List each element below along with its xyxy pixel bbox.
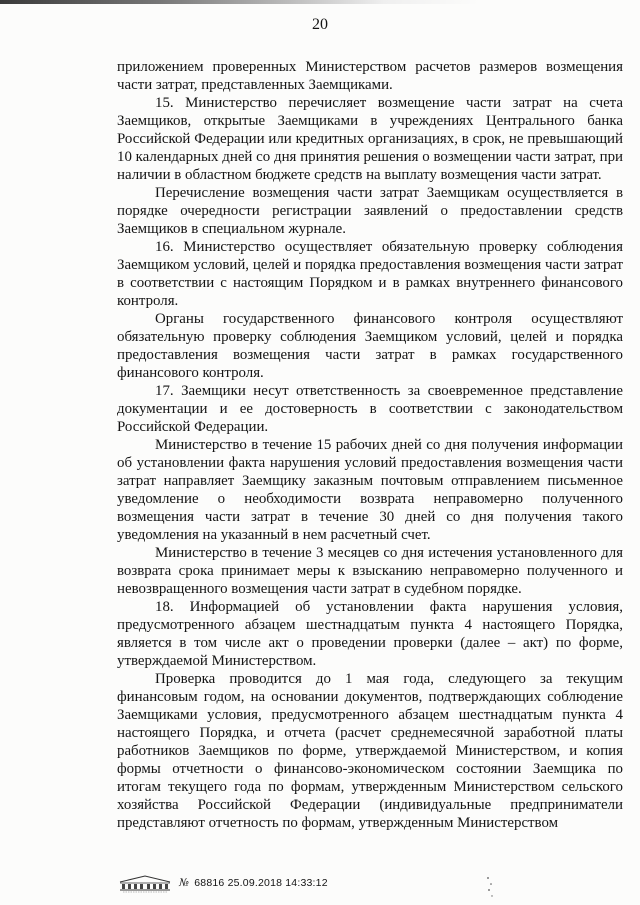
paragraph: 17. Заемщики несут ответственность за своевременное представление документации и ее достоверность в соответствии с законодательством Российской Федерации.: [117, 383, 623, 435]
document-registration-stamp: [179, 877, 328, 889]
number-sign: №: [179, 877, 190, 889]
paragraph: Министерство в течение 15 рабочих дней со дня получения информации об установлении факта нарушения условий предоставления возмещения части затрат направляет Заемщику заказным почтовым отправлением письменное уведомление о необходимости возврата неправомерно полученного возмещения части затрат в течение 30 дней со дня получения такого уведомления на указанный в нем расчетный счет.: [117, 437, 623, 543]
paragraph: Перечисление возмещения части затрат Заемщикам осуществляется в порядке очередности регистрации заявлений о предоставлении средств Заемщиков в специальном журнале.: [117, 185, 623, 237]
paragraph: 16. Министерство осуществляет обязательную проверку соблюдения Заемщиком условий, целей и порядка предоставления возмещения части затрат в соответствии с настоящим Порядком и в рамках внутреннего финансового контроля.: [117, 239, 623, 309]
document-body: [117, 58, 623, 832]
registry-logo-icon: [117, 873, 173, 893]
paragraph: 15. Министерство перечисляет возмещение части затрат на счета Заемщиков, открытые Заемщиками в учреждениях Центрального банка Российской Федерации или кредитных организациях, в срок, не превышающий 10 календарных дней со дня принятия решения о возмещении части затрат, при наличии в областном бюджете средств на выплату возмещения части затрат.: [117, 95, 623, 183]
scan-edge-shadow: [0, 0, 640, 4]
paragraph: Министерство в течение 3 месяцев со дня истечения установленного для возврата срока принимает меры к взысканию неправомерно полученного и невозвращенного возмещения части затрат в судебном порядке.: [117, 545, 623, 597]
paragraph: Органы государственного финансового контроля осуществляют обязательную проверку соблюдения Заемщиком условий, целей и порядка предоставления возмещения части затрат в рамках государственного финансового контроля.: [117, 311, 623, 381]
paragraph: 18. Информацией об установлении факта нарушения условия, предусмотренного абзацем шестнадцатым пункта 4 настоящего Порядка, является в том числе акт о проведении проверки (далее – акт) по форме, утверждаемой Министерством.: [117, 599, 623, 669]
document-footer: [117, 872, 328, 894]
document-number: 68816: [194, 877, 225, 889]
document-timestamp: 25.09.2018 14:33:12: [227, 877, 328, 889]
paragraph: Проверка проводится до 1 мая года, следующего за текущим финансовым годом, на основании документов, подтверждающих соблюдение Заемщиками условия, предусмотренного абзацем шестнадцатым пункта 4 настоящего Порядка, и отчета (расчет среднемесячной заработной платы работников Заемщиков по форме, утверждаемой Министерством, и копия формы отчетности о финансово-экономическом состоянии Заемщика по итогам текущего года по формам, утвержденным Министерством сельского хозяйства Российской Федерации (индивидуальные предприниматели представляют отчетность по формам, утвержденным Министерством: [117, 671, 623, 831]
paragraph: приложением проверенных Министерством расчетов размеров возмещения части затрат, представленных Заемщиками.: [117, 59, 623, 93]
scan-artifact-marks: [478, 872, 508, 900]
page-number: 20: [312, 16, 328, 33]
